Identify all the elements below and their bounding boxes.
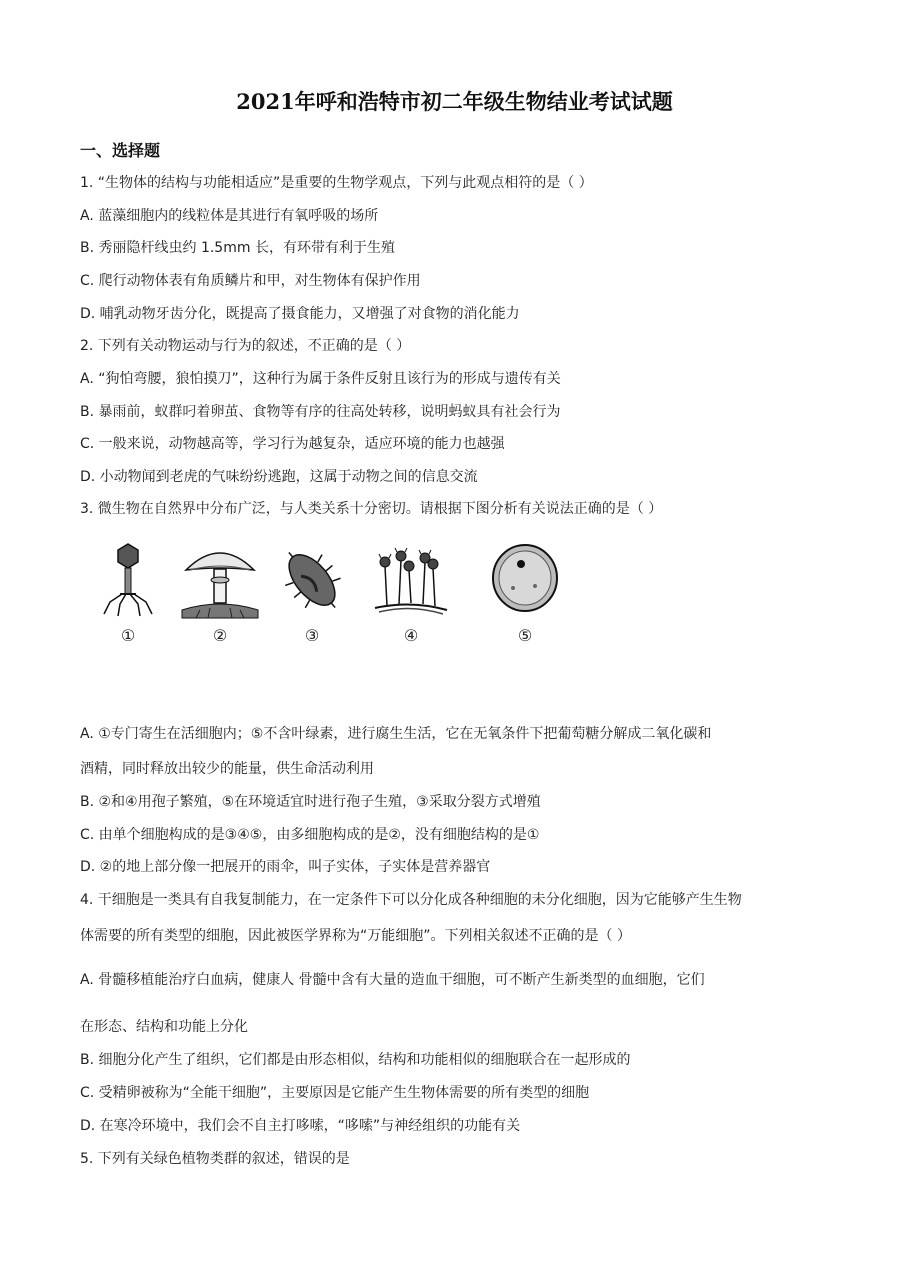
question-3-option-d: D. ②的地上部分像一把展开的雨伞，叫子实体，子实体是营养器官 [80, 859, 491, 875]
question-4-stem-continued: 体需要的所有类型的细胞，因此被医学界称为“万能细胞”。下列相关叙述不正确的是（ ） [80, 928, 631, 944]
question-1-option-a: A. 蓝藻细胞内的线粒体是其进行有氧呼吸的场所 [80, 208, 379, 224]
figure-label-5: ⑤ [517, 626, 533, 645]
question-4-option-b: B. 细胞分化产生了组织，它们都是由形态相似，结构和功能相似的细胞联合在一起形成的 [80, 1052, 631, 1068]
question-4-option-a: A. 骨髓移植能治疗白血病，健康人 骨髓中含有大量的造血干细胞，可不断产生新类型的血细胞，它们 [80, 972, 705, 988]
yeast-cell-icon [485, 540, 565, 620]
figure-item-3 [272, 540, 352, 650]
question-4-option-a-continued: 在形态、结构和功能上分化 [80, 1019, 248, 1035]
question-4-option-c: C. 受精卵被称为“全能干细胞”，主要原因是它能产生生物体需要的所有类型的细胞 [80, 1085, 590, 1101]
microorganism-figure [88, 540, 558, 650]
bacteriophage-icon [88, 540, 168, 620]
mushroom-icon [180, 540, 260, 620]
figure-label-2: ② [212, 626, 228, 645]
question-1-option-b: B. 秀丽隐杆线虫约 1.5mm 长，有环带有利于生殖 [80, 240, 395, 256]
page-title: 2021年呼和浩特市初二年级生物结业考试试题 [236, 89, 673, 114]
question-5-stem: 5. 下列有关绿色植物类群的叙述，错误的是 [80, 1151, 350, 1167]
question-2-option-d: D. 小动物闻到老虎的气味纷纷逃跑，这属于动物之间的信息交流 [80, 469, 478, 485]
question-3-option-a-continued: 酒精，同时释放出较少的能量，供生命活动利用 [80, 761, 374, 777]
question-1-option-c: C. 爬行动物体表有角质鳞片和甲，对生物体有保护作用 [80, 273, 421, 289]
question-4-stem: 4. 干细胞是一类具有自我复制能力，在一定条件下可以分化成各种细胞的未分化细胞，因为它能够产生生物 [80, 892, 742, 908]
figure-item-4 [371, 540, 451, 650]
question-1-stem: 1. “生物体的结构与功能相适应”是重要的生物学观点，下列与此观点相符的是（ ） [80, 175, 593, 191]
question-3-stem: 3. 微生物在自然界中分布广泛，与人类关系十分密切。请根据下图分析有关说法正确的是（ ） [80, 501, 663, 517]
question-3-option-b: B. ②和④用孢子繁殖，⑤在环境适宜时进行孢子生殖，③采取分裂方式增殖 [80, 794, 541, 810]
section-heading: 一、选择题 [80, 141, 161, 160]
figure-label-1: ① [120, 626, 136, 645]
question-3-option-a: A. ①专门寄生在活细胞内；⑤不含叶绿素，进行腐生生活，它在无氧条件下把葡萄糖分解成二氧化碳和 [80, 726, 712, 742]
question-2-stem: 2. 下列有关动物运动与行为的叙述，不正确的是（ ） [80, 338, 411, 354]
question-2-option-b: B. 暴雨前，蚁群叼着卵茧、食物等有序的往高处转移，说明蚂蚁具有社会行为 [80, 404, 561, 420]
question-2-option-a: A. “狗怕弯腰，狼怕摸刀”，这种行为属于条件反射且该行为的形成与遗传有关 [80, 371, 561, 387]
question-1-option-d: D. 哺乳动物牙齿分化，既提高了摄食能力，又增强了对食物的消化能力 [80, 306, 520, 322]
bacterium-icon [272, 540, 352, 620]
figure-item-2 [180, 540, 260, 650]
figure-item-1 [88, 540, 168, 650]
figure-label-3: ③ [304, 626, 320, 645]
question-2-option-c: C. 一般来说，动物越高等，学习行为越复杂，适应环境的能力也越强 [80, 436, 505, 452]
figure-item-5 [485, 540, 565, 650]
mold-icon [371, 540, 451, 620]
question-4-option-d: D. 在寒冷环境中，我们会不自主打哆嗦，“哆嗦”与神经组织的功能有关 [80, 1118, 521, 1134]
figure-label-4: ④ [403, 626, 419, 645]
question-3-option-c: C. 由单个细胞构成的是③④⑤，由多细胞构成的是②，没有细胞结构的是① [80, 827, 540, 843]
